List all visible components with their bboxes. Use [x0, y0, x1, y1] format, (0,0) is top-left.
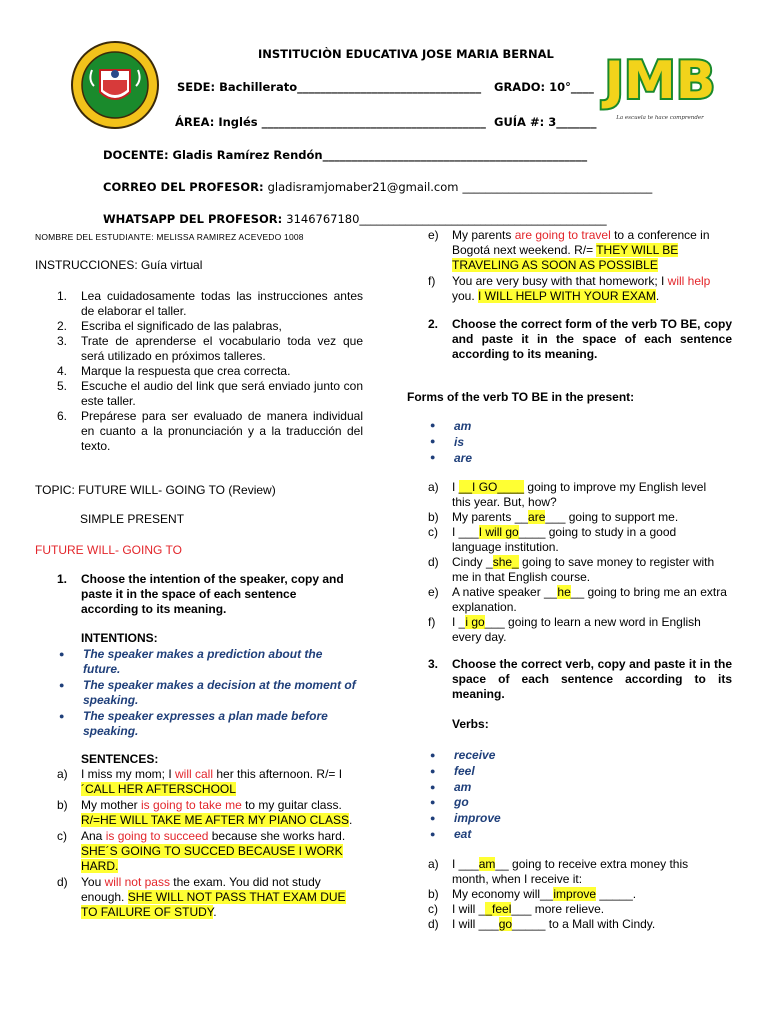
forms-title: Forms of the verb TO BE in the present:: [407, 390, 635, 404]
verb-exercise-text: I will ___go_____ to a Mall with Cindy.: [452, 917, 656, 931]
be-exercise-text: Cindy _she_ going to save money to register with me in that English course.: [452, 555, 715, 584]
verb-exercise-text: My economy will__improve _____.: [452, 887, 637, 901]
bullet-icon: ●: [430, 750, 436, 760]
instruction-item: [57, 289, 363, 319]
sentence-f-text: You are very busy with that homework; I will help you. I WILL HELP WITH YOUR EXAM.: [452, 274, 711, 303]
form-item: [428, 418, 628, 434]
instruction-text: Marque la respuesta que crea correcta.: [81, 364, 291, 378]
be-exercise-item: [428, 555, 728, 585]
q2-number: 2.: [428, 317, 439, 331]
instruction-number: 4.: [57, 364, 68, 378]
form-item: [428, 434, 628, 450]
be-exercise-item: [428, 615, 728, 645]
bullet-icon: ●: [430, 781, 436, 792]
sentence-a-label: a): [57, 767, 68, 781]
instruction-text: Trate de aprenderse el vocabulario toda vez que será utilizado en próximos talleres.: [81, 334, 363, 363]
correo-blank: _________________________________: [462, 180, 653, 194]
be-exercises: [428, 480, 728, 645]
intentions-list: [57, 647, 357, 740]
be-exercise-text: I __I GO____ going to improve my English level this year. But, how?: [452, 480, 707, 509]
sentence-c: [57, 829, 362, 874]
simple-present-title: SIMPLE PRESENT: [80, 512, 185, 526]
q2-text: Choose the correct form of the verb TO BE, copy and paste it in the space of each sentence according to its meaning.: [452, 317, 732, 361]
sentence-c-label: c): [57, 829, 67, 843]
be-exercise-text: I _i go___ going to learn a new word in English every day.: [452, 615, 701, 644]
bullet-icon: ●: [59, 711, 65, 721]
future-title: FUTURE WILL- GOING TO: [35, 543, 182, 557]
verb-text: eat: [454, 826, 472, 841]
be-exercise-text: A native speaker __he__ going to bring me an extra explanation.: [452, 585, 727, 614]
bullet-icon: ●: [430, 813, 436, 824]
verb-item: [428, 795, 628, 811]
instruction-item: [57, 409, 363, 454]
instruction-number: 2.: [57, 319, 68, 333]
instruction-number: 3.: [57, 334, 68, 348]
be-exercise-label: b): [428, 510, 439, 524]
instruction-text: Escriba el significado de las palabras,: [81, 319, 282, 333]
verbs-title: Verbs:: [452, 717, 489, 731]
be-exercise-label: e): [428, 585, 439, 599]
jmb-motto: La escuela te hace comprender: [616, 115, 704, 121]
verb-item: [428, 764, 628, 780]
sentence-e-answer: THEY WILL BE TRAVELING AS SOON AS POSSIBLE: [452, 243, 679, 272]
jmb-logo: [604, 40, 716, 122]
sentence-a-text: I miss my mom; I will call her this afternoon. R/= I ´CALL HER AFTERSCHOOL: [81, 767, 343, 796]
intention-item: [57, 709, 357, 739]
grado-field: GRADO: 10°____: [494, 80, 594, 94]
whatsapp-blank: ___________________________________________: [359, 212, 607, 226]
sentence-f-verb: will help: [667, 274, 711, 288]
correo-value: gladisramjomaber21@gmail.com: [267, 180, 459, 194]
area-label: ÁREA: Inglés: [175, 115, 258, 129]
intention-item: [57, 647, 357, 677]
whatsapp-label: WHATSAPP DEL PROFESOR:: [103, 212, 283, 226]
be-exercise-label: c): [428, 525, 438, 539]
verb-exercise-answer: am: [478, 857, 496, 871]
question-2: [428, 317, 732, 362]
sentence-b-label: b): [57, 798, 68, 812]
q3-number: 3.: [428, 657, 439, 671]
sentence-d-label: d): [57, 875, 68, 889]
instructions-title: INSTRUCCIONES: Guía virtual: [35, 258, 203, 272]
sentence-c-verb: is going to succeed: [105, 829, 209, 843]
sentence-d-verb: will not pass: [104, 875, 170, 889]
q1-number: 1.: [57, 572, 68, 586]
be-exercise-label: a): [428, 480, 439, 494]
sede-blank: ________________________________: [297, 80, 482, 94]
verb-exercise-text: I ___am__ going to receive extra money this month, when I receive it:: [452, 857, 689, 886]
bullet-icon: ●: [430, 452, 436, 462]
be-exercise-item: [428, 480, 728, 510]
verb-exercise-label: c): [428, 902, 438, 916]
docente-label: DOCENTE: Gladis Ramírez Rendón: [103, 148, 323, 162]
verb-exercises: [428, 857, 728, 932]
be-exercise-label: f): [428, 615, 436, 629]
form-text: are: [454, 451, 473, 465]
intentions-title: INTENTIONS:: [81, 631, 158, 645]
verb-exercise-item: [428, 887, 728, 902]
whatsapp-value: 3146767180: [286, 212, 360, 226]
student-name: NOMBRE DEL ESTUDIANTE: MELISSA RAMIREZ ACEVEDO 1008: [35, 232, 304, 242]
docente-blank: ______________________________________________: [322, 148, 588, 162]
be-exercise-item: [428, 585, 728, 615]
bullet-icon: ●: [430, 828, 436, 839]
verb-item: [428, 827, 628, 843]
q1-text: Choose the intention of the speaker, copy and paste it in the space of each sentence according to its meaning.: [81, 572, 344, 616]
intention-item: [57, 678, 357, 708]
bullet-icon: ●: [430, 436, 436, 446]
verb-item: [428, 748, 628, 764]
form-text: is: [454, 435, 465, 449]
instruction-number: 6.: [57, 409, 68, 423]
sentence-c-answer: SHE´S GOING TO SUCCED BECAUSE I WORK HARD.: [81, 844, 343, 873]
be-exercise-answer: she_: [492, 555, 519, 569]
sentence-b-verb: is going to take: [141, 798, 222, 812]
correo-line: [103, 180, 652, 194]
area-line: [175, 115, 486, 129]
be-exercise-answer: i go: [465, 615, 485, 629]
bullet-icon: ●: [430, 765, 436, 776]
sentence-e: [428, 228, 728, 273]
sede-line: [177, 80, 481, 94]
bullet-icon: ●: [59, 649, 65, 659]
intention-text: The speaker makes a decision at the moment of speaking.: [83, 678, 356, 707]
be-exercise-label: d): [428, 555, 439, 569]
bullet-icon: ●: [430, 797, 436, 808]
instruction-item: [57, 364, 363, 379]
sentence-e-verb: are going to travel: [514, 228, 611, 242]
sentence-e-text: My parents are going to travel to a conference in Bogotá next weekend. R/= THEY WILL BE TRAVELING AS SOON AS POSSIBLE: [452, 228, 710, 272]
sentence-d: [57, 875, 362, 920]
verb-text: receive: [454, 748, 496, 762]
instructions-list: [57, 289, 363, 454]
correo-label: CORREO DEL PROFESOR:: [103, 180, 264, 194]
be-exercise-item: [428, 510, 728, 525]
jmb-logo-letters: JMB: [604, 51, 716, 111]
sentence-f-answer: I WILL HELP WITH YOUR EXAM: [478, 289, 656, 303]
instruction-item: [57, 319, 363, 334]
be-exercise-text: I ___I will go____ going to study in a good language institution.: [452, 525, 677, 554]
sentences-list-continued: [428, 228, 728, 304]
forms-list: [428, 418, 628, 466]
whatsapp-line: [103, 212, 607, 226]
verb-text: am: [454, 779, 472, 794]
verb-exercise-answer: improve: [553, 887, 597, 901]
be-exercise-answer: __I GO____: [458, 480, 525, 494]
verb-text: improve: [454, 811, 501, 826]
verb-exercise-item: [428, 857, 728, 887]
be-exercise-answer: are: [528, 510, 546, 524]
verb-item: [428, 780, 628, 796]
instruction-item: [57, 334, 363, 364]
q3-text: Choose the correct verb, copy and paste it in the space of each sentence according to its meaning.: [452, 657, 732, 701]
verb-exercise-answer: go: [498, 917, 513, 931]
sentence-f: [428, 274, 728, 304]
verb-text: go: [454, 795, 469, 810]
bullet-icon: ●: [430, 420, 436, 430]
instruction-number: 5.: [57, 379, 68, 393]
verb-exercise-label: b): [428, 887, 439, 901]
sentence-d-answer: SHE WILL NOT PASS THAT EXAM DUE TO FAILURE OF STUDY: [81, 890, 346, 919]
topic-title: TOPIC: FUTURE WILL- GOING TO (Review): [35, 483, 276, 497]
verb-exercise-text: I will __feel___ more relieve.: [452, 902, 605, 916]
be-exercise-text: My parents __are___ going to support me.: [452, 510, 679, 524]
verb-exercise-label: d): [428, 917, 439, 931]
sentence-b: [57, 798, 362, 828]
sentence-a: [57, 767, 362, 797]
verb-item: [428, 811, 628, 827]
jmb-logo-mark: [604, 40, 716, 111]
sentence-b-text: My mother is going to take me to my guitar class. R/=HE WILL TAKE ME AFTER MY PIANO CLASS.: [81, 798, 353, 827]
guia-field: GUÍA #: 3_______: [494, 115, 597, 129]
sede-label: SEDE: Bachillerato: [177, 80, 298, 94]
docente-line: [103, 148, 587, 162]
sentence-a-verb: will call: [175, 767, 214, 781]
question-1: [57, 572, 357, 617]
school-crest-logo: [70, 40, 160, 130]
sentence-a-answer: ´CALL HER AFTERSCHOOL: [81, 782, 236, 796]
sentences-title: SENTENCES:: [81, 752, 159, 766]
intention-text: The speaker makes a prediction about the future.: [83, 647, 323, 676]
instruction-item: [57, 379, 363, 409]
sentence-c-text: Ana is going to succeed because she works hard. SHE´S GOING TO SUCCED BECAUSE I WORK HARD.: [81, 829, 346, 873]
instruction-text: Escuche el audio del link que será enviado junto con este taller.: [81, 379, 363, 408]
be-exercise-answer: I will go: [478, 525, 519, 539]
form-item: [428, 450, 628, 466]
instruction-text: Lea cuidadosamente todas las instrucciones antes de elaborar el taller.: [81, 289, 363, 318]
instruction-text: Prepárese para ser evaluado de manera individual en cuanto a la pronunciación y a la traducción del texto.: [81, 409, 363, 453]
instruction-number: 1.: [57, 289, 68, 303]
verb-text: feel: [454, 763, 475, 778]
verb-exercise-item: [428, 902, 728, 917]
intention-text: The speaker expresses a plan made before speaking.: [83, 709, 328, 738]
be-exercise-item: [428, 525, 728, 555]
sentence-e-label: e): [428, 228, 439, 242]
bullet-icon: ●: [59, 680, 65, 690]
sentence-b-answer: R/=HE WILL TAKE ME AFTER MY PIANO CLASS: [81, 813, 349, 827]
be-exercise-answer: he: [557, 585, 571, 599]
form-text: am: [454, 419, 472, 433]
verb-exercise-label: a): [428, 857, 439, 871]
area-blank: _______________________________________: [261, 115, 486, 129]
sentence-f-label: f): [428, 274, 436, 288]
institution-title: INSTITUCIÒN EDUCATIVA JOSE MARIA BERNAL: [258, 47, 554, 61]
sentence-d-text: You will not pass the exam. You did not study enough. SHE WILL NOT PASS THAT EXAM DUE TO FAILURE OF STUDY.: [81, 875, 346, 919]
verb-exercise-item: [428, 917, 728, 932]
sentences-list: [57, 767, 362, 920]
question-3: [428, 657, 732, 702]
verb-exercise-answer: _feel: [485, 902, 512, 916]
verbs-list: [428, 748, 628, 843]
